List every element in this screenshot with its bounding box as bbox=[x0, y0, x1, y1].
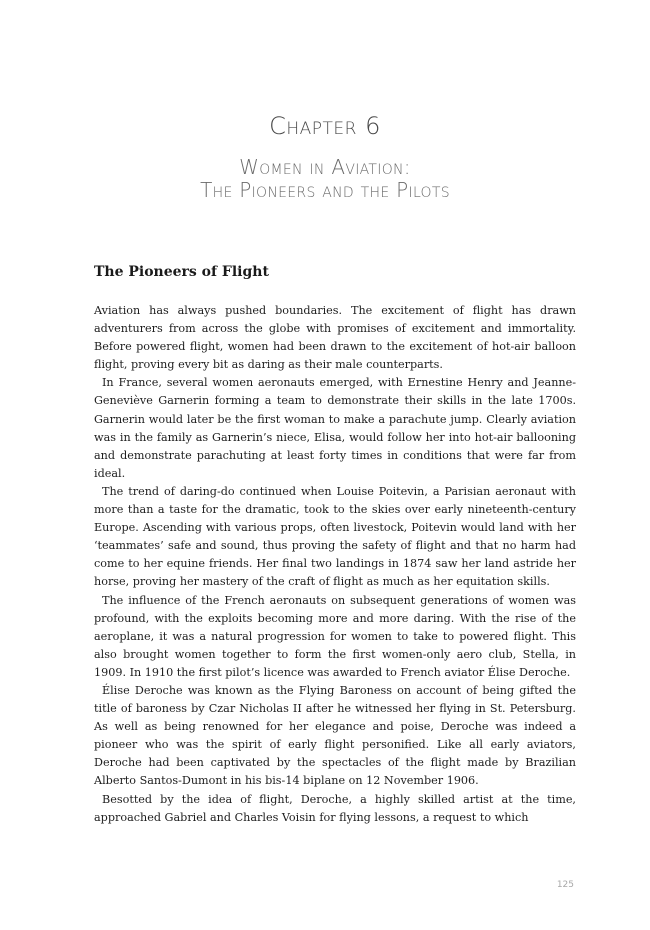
paragraph: The trend of daring-do continued when Louise Poitevin, a Parisian aeronaut with more than a taste for the dramatic, took to the skies over early nineteenth-century Europe. Ascending with various props, often livestock, Poitevin would land with her ‘teammates’ safe and sound, thus proving the safety of flight and that no harm had come to her equine friends. Her final two landings in 1874 saw her land astride her horse, proving her mastery of the craft of flight as much as her equitation skills. bbox=[94, 484, 576, 589]
chapter-subtitle bbox=[0, 156, 650, 202]
paragraph: In France, several women aeronauts emerged, with Ernestine Henry and Jeanne-Geneviève Garnerin forming a team to demonstrate their skills in the late 1700s. Garnerin would later be the first woman to make a parachute jump. Clearly aviation was in the family as Garnerin’s niece, Elisa, would follow her into hot-air ballooning and demonstrate parachuting at least forty times in conditions that were far from ideal. bbox=[94, 376, 576, 480]
page-number: 125 bbox=[556, 880, 574, 890]
paragraph: The influence of the French aeronauts on subsequent generations of women was profound, with the exploits becoming more and more daring. With the rise of the aeroplane, it was a natural progression for women to take to powered flight. This also brought women together to form the first women-only aero club, Stella, in 1909. In 1910 the first pilot’s licence was awarded to French aviator Élise Deroche. bbox=[94, 593, 576, 679]
paragraph: Aviation has always pushed boundaries. The excitement of flight has drawn adventurers from across the globe with promises of excitement and immortality. Before powered flight, women had been drawn to the excitement of hot-air balloon flight, proving every bit as daring as their male counterparts. bbox=[94, 304, 576, 372]
paragraph: Besotted by the idea of flight, Deroche, a highly skilled artist at the time, approached Gabriel and Charles Voisin for flying lessons, a request to which bbox=[94, 792, 576, 824]
paragraph: Élise Deroche was known as the Flying Baroness on account of being gifted the title of baroness by Czar Nicholas II after he witnessed her flying in St. Petersburg. As well as being renowned for her elegance and poise, Deroche was indeed a pioneer who was the spirit of early flight personified. Like all early aviators, Deroche had been captivated by the spectacles of the flight made by Brazilian Alberto Santos-Dumont in his bis-14 biplane on 12 November 1906. bbox=[94, 683, 576, 788]
section-heading: The Pioneers of Flight bbox=[94, 264, 269, 280]
chapter-subtitle-line-2: The Pioneers and the Pilots bbox=[200, 178, 450, 202]
chapter-subtitle-line-1: Women in Aviation: bbox=[239, 155, 411, 179]
body-text bbox=[94, 302, 576, 827]
chapter-title: Chapter 6 bbox=[269, 112, 381, 140]
